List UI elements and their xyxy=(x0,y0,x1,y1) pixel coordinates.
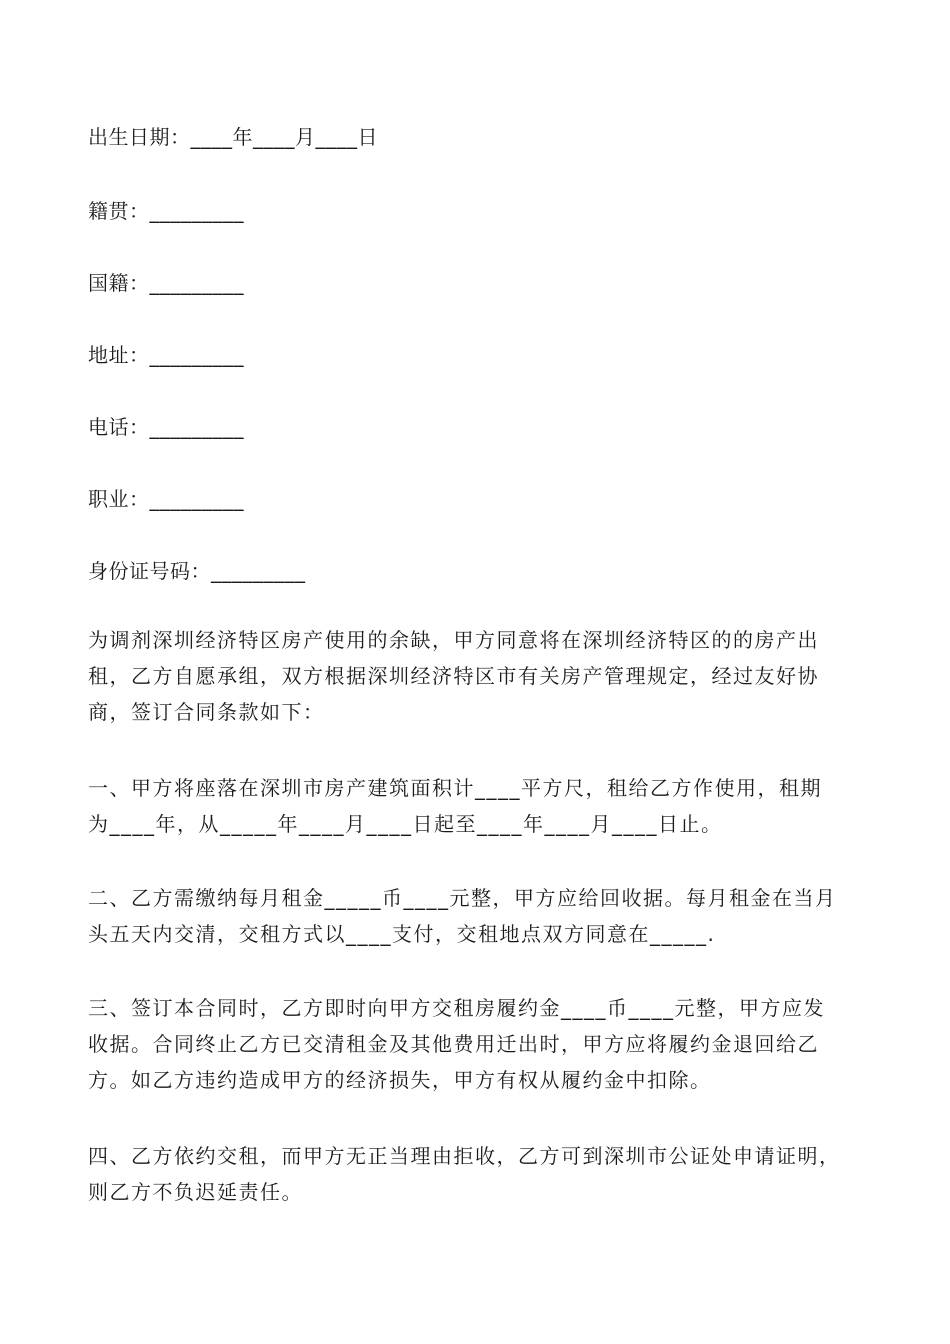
clause-4-line: 则乙方不负迟延责任。 xyxy=(88,1180,303,1204)
clause-4-paragraph xyxy=(88,1138,868,1210)
id-number-field: 身份证号码：_________ xyxy=(88,559,306,583)
clause-3-line: 三、签订本合同时，乙方即时向甲方交租房履约金____币____元整，甲方应发 xyxy=(88,996,825,1020)
clause-2-line: 二、乙方需缴纳每月租金_____币____元整，甲方应给回收据。每月租金在当月 xyxy=(88,886,837,910)
clause-1-paragraph xyxy=(88,770,868,842)
clause-3-line: 收据。合同终止乙方已交清租金及其他费用迁出时，甲方应将履约金退回给乙 xyxy=(88,1032,819,1056)
nationality-field: 国籍：_________ xyxy=(88,271,244,295)
clause-1-line: 一、甲方将座落在深圳市房产建筑面积计____平方尺，租给乙方作使用，租期 xyxy=(88,776,822,800)
address-field: 地址：_________ xyxy=(88,343,244,367)
clause-3-paragraph xyxy=(88,990,868,1098)
native-place-field: 籍贯：_________ xyxy=(88,199,244,223)
intro-line: 商，签订合同条款如下： xyxy=(88,700,325,724)
clause-4-line: 四、乙方依约交租，而甲方无正当理由拒收，乙方可到深圳市公证处申请证明， xyxy=(88,1144,841,1168)
clause-2-line: 头五天内交清，交租方式以____支付，交租地点双方同意在_____. xyxy=(88,922,716,946)
birth-date-field: 出生日期：____年____月____日 xyxy=(88,125,378,149)
phone-field: 电话：_________ xyxy=(88,415,244,439)
intro-line: 租，乙方自愿承组，双方根据深圳经济特区市有关房产管理规定，经过友好协 xyxy=(88,664,819,688)
occupation-field: 职业：_________ xyxy=(88,487,244,511)
intro-line: 为调剂深圳经济特区房产使用的余缺，甲方同意将在深圳经济特区的的房产出 xyxy=(88,628,819,652)
intro-paragraph xyxy=(88,622,868,730)
clause-2-paragraph xyxy=(88,880,868,952)
clause-3-line: 方。如乙方违约造成甲方的经济损失，甲方有权从履约金中扣除。 xyxy=(88,1068,712,1092)
clause-1-line: 为____年，从_____年____月____日起至____年____月____日止。 xyxy=(88,812,723,836)
